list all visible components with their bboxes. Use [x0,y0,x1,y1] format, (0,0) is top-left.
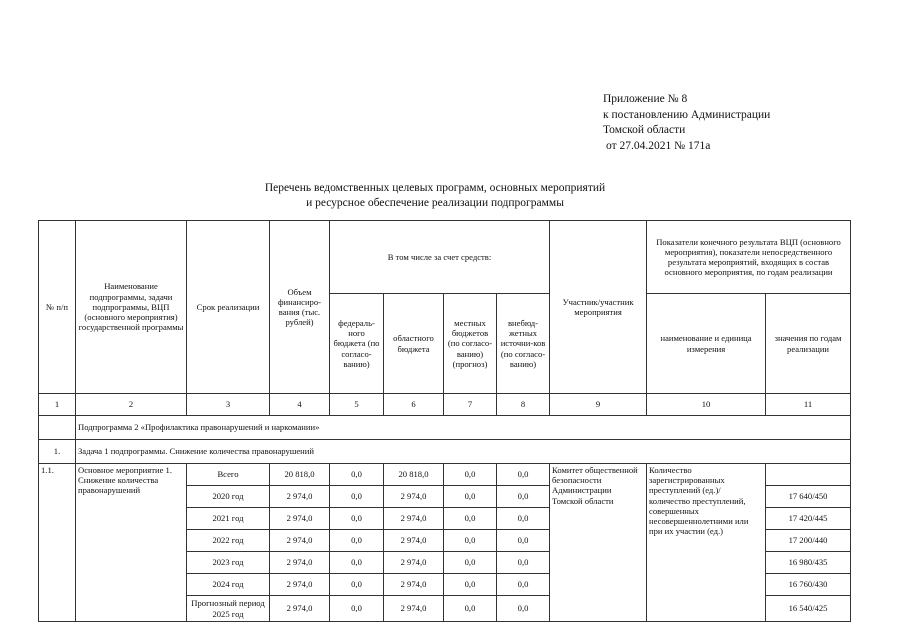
appendix-line: к постановлению Администрации [603,108,771,121]
header-volume: Объем финансиро-вания (тыс. рублей) [270,221,330,394]
column-number: 9 [550,394,647,416]
column-number: 2 [76,394,187,416]
column-number: 3 [187,394,270,416]
term-cell: 2022 год [187,530,270,552]
header-indicator-name: наименование и единица измерения [647,294,766,394]
term-cell: Прогнозный период 2025 год [187,596,270,622]
column-number: 8 [497,394,550,416]
regional-cell: 2 974,0 [384,552,444,574]
regional-cell: 2 974,0 [384,508,444,530]
header-name: Наименование подпрограммы, задачи подпрограммы, ВЦП (основного мероприятия) государственной программы [76,221,187,394]
appendix-block [603,92,770,154]
column-number: 6 [384,394,444,416]
subprogram-title: Подпрограмма 2 «Профилактика правонарушений и наркомании» [76,416,851,440]
appendix-line: Томской области [603,124,686,136]
term-cell: 2023 год [187,552,270,574]
column-number: 1 [39,394,76,416]
local-cell: 0,0 [444,574,497,596]
task-num: 1. [39,440,76,464]
subprogram-num-cell [39,416,76,440]
local-cell: 0,0 [444,530,497,552]
term-cell: 2024 год [187,574,270,596]
term-cell: 2021 год [187,508,270,530]
appendix-line: Приложение № 8 [603,93,688,105]
header-term: Срок реализации [187,221,270,394]
extra-cell: 0,0 [497,486,550,508]
volume-cell: 2 974,0 [270,552,330,574]
volume-cell: 2 974,0 [270,574,330,596]
task-title: Задача 1 подпрограммы. Снижение количества правонарушений [76,440,851,464]
federal-cell: 0,0 [330,574,384,596]
header-participant: Участник/участник мероприятия [550,221,647,394]
extra-cell: 0,0 [497,464,550,486]
header-including: В том числе за счет средств: [330,221,550,294]
document-title [0,181,870,210]
column-number: 4 [270,394,330,416]
value-cell [766,464,851,486]
term-cell: Всего [187,464,270,486]
value-cell: 17 200/440 [766,530,851,552]
column-number: 5 [330,394,384,416]
measure-num: 1.1. [39,464,76,622]
extra-cell: 0,0 [497,508,550,530]
regional-cell: 2 974,0 [384,486,444,508]
value-cell: 17 640/450 [766,486,851,508]
extra-cell: 0,0 [497,596,550,622]
federal-cell: 0,0 [330,596,384,622]
header-federal: федераль-ного бюджета (по согласо-ванию) [330,294,384,394]
volume-cell: 2 974,0 [270,530,330,552]
header-extra: внебюд-жетных источни-ков (по согласо-ванию) [497,294,550,394]
volume-cell: 2 974,0 [270,508,330,530]
value-cell: 17 420/445 [766,508,851,530]
participant-cell: Комитет общественной безопасности Администрации Томской области [550,464,647,622]
volume-cell: 2 974,0 [270,486,330,508]
title-line: и ресурсное обеспечение реализации подпрограммы [306,196,564,209]
extra-cell: 0,0 [497,552,550,574]
federal-cell: 0,0 [330,530,384,552]
title-line: Перечень ведомственных целевых программ, основных мероприятий [264,182,606,194]
measure-name: Основное мероприятие 1. Снижение количества правонарушений [76,464,187,622]
value-cell: 16 760/430 [766,574,851,596]
column-number: 11 [766,394,851,416]
header-regional: областного бюджета [384,294,444,394]
program-table [38,220,851,622]
local-cell: 0,0 [444,596,497,622]
extra-cell: 0,0 [497,574,550,596]
appendix-line: от 27.04.2021 № 171а [606,139,711,152]
local-cell: 0,0 [444,552,497,574]
extra-cell: 0,0 [497,530,550,552]
federal-cell: 0,0 [330,464,384,486]
indicator-cell: Количество зарегистрированных преступлений (ед.)/ количество преступлений, совершенных несовершеннолетними или при их участии (ед.) [647,464,766,622]
header-indicators: Показатели конечного результата ВЦП (основного мероприятия), показатели непосредственного результата мероприятий, входящих в состав основного мероприятия, по годам реализации [647,221,851,294]
federal-cell: 0,0 [330,508,384,530]
federal-cell: 0,0 [330,486,384,508]
regional-cell: 20 818,0 [384,464,444,486]
volume-cell: 2 974,0 [270,596,330,622]
column-number: 10 [647,394,766,416]
local-cell: 0,0 [444,464,497,486]
header-num: № п/п [39,221,76,394]
value-cell: 16 540/425 [766,596,851,622]
local-cell: 0,0 [444,508,497,530]
regional-cell: 2 974,0 [384,574,444,596]
term-cell: 2020 год [187,486,270,508]
federal-cell: 0,0 [330,552,384,574]
local-cell: 0,0 [444,486,497,508]
column-number: 7 [444,394,497,416]
regional-cell: 2 974,0 [384,530,444,552]
header-indicator-values: значения по годам реализации [766,294,851,394]
volume-cell: 20 818,0 [270,464,330,486]
header-local: местных бюджетов (по согласо-ванию) (прогноз) [444,294,497,394]
regional-cell: 2 974,0 [384,596,444,622]
value-cell: 16 980/435 [766,552,851,574]
